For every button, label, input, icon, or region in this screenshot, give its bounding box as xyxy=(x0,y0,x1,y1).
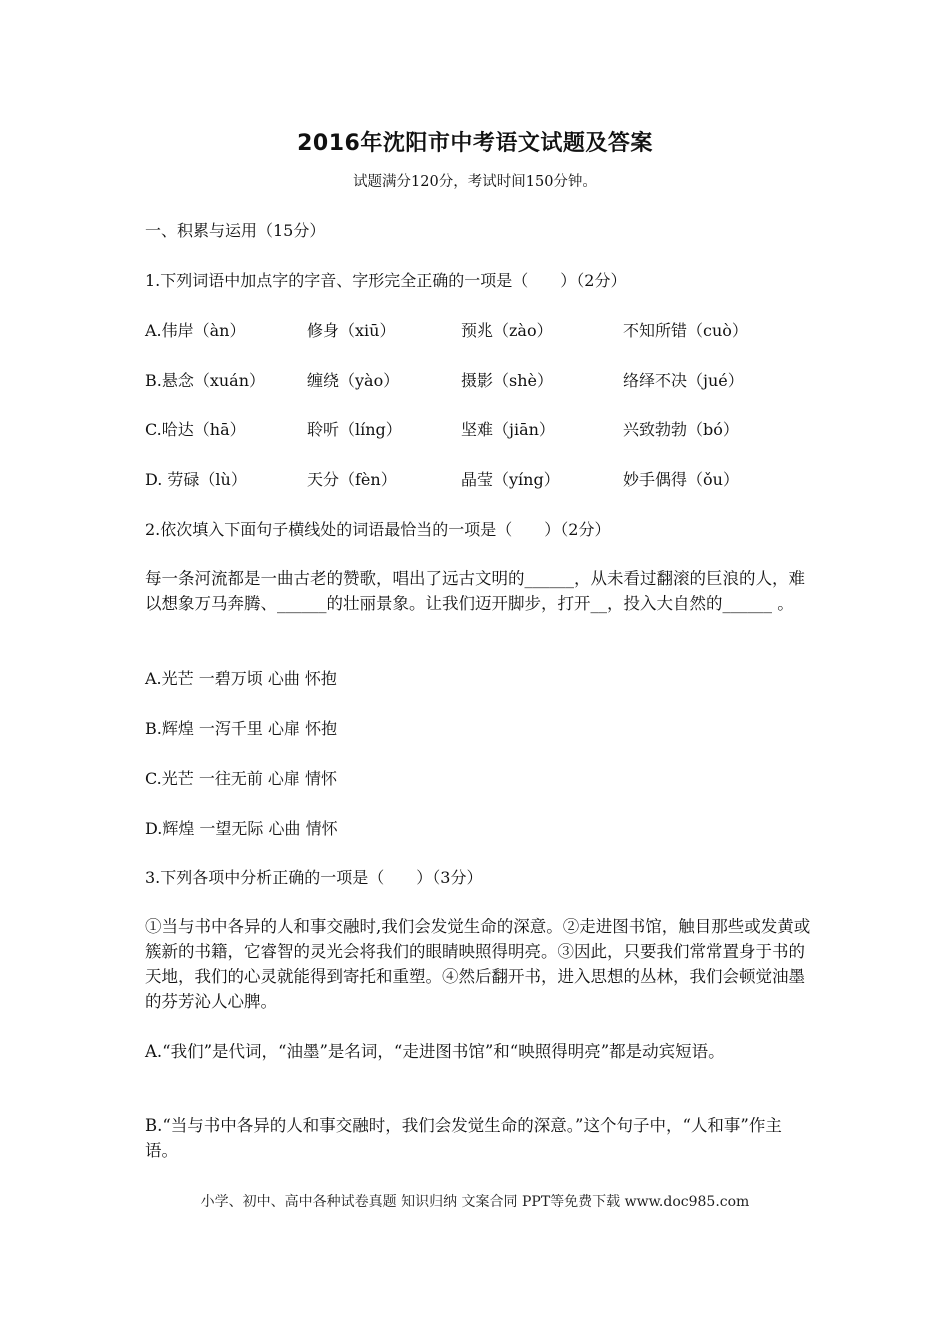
question-3-passage: ①当与书中各异的人和事交融时,我们会发觉生命的深意。②走进图书馆，触目那些或发黄或簇新的书籍，它睿智的灵光会将我们的眼睛映照得明亮。③因此，只要我们常常置身于书的天地，我们的心灵就能得到寄托和重塑。④然后翻开书，进入思想的丛林，我们会顿觉油墨的芬芳沁人心脾。 xyxy=(145,917,811,1011)
question-2-option-d: D.辉煌 一望无际 心曲 情怀 xyxy=(145,819,338,838)
question-1-option-a xyxy=(0,318,950,342)
question-1-stem: 1.下列词语中加点字的字音、字形完全正确的一项是（ ）（2分） xyxy=(145,271,627,290)
question-3-option-b: B.“当与书中各异的人和事交融时，我们会发觉生命的深意。”这个句子中，“人和事”作主语。 xyxy=(145,1116,782,1160)
option-word: 妙手偶得（ǒu） xyxy=(623,470,739,489)
question-2-option-b: B.辉煌 一泻千里 心扉 怀抱 xyxy=(145,719,338,738)
option-word: D. 劳碌（lù） xyxy=(145,470,247,489)
question-2-passage: 每一条河流都是一曲古老的赞歌，唱出了远古文明的______，从未看过翻滚的巨浪的人，难以想象万马奔腾、______的壮丽景象。让我们迈开脚步，打开__，投入大自然的______ 。 xyxy=(145,569,805,613)
question-2-option-c: C.光芒 一往无前 心扉 情怀 xyxy=(145,769,338,788)
page-title: 2016年沈阳市中考语文试题及答案 xyxy=(297,131,653,156)
option-word: 聆听（líng） xyxy=(307,420,402,439)
option-word: C.哈达（hā） xyxy=(145,420,246,439)
option-word: 摄影（shè） xyxy=(461,371,553,390)
option-word: 天分（fèn） xyxy=(307,470,397,489)
option-word: 不知所错（cuò） xyxy=(623,321,748,340)
question-1-option-b xyxy=(0,368,950,392)
option-word: 预兆（zào） xyxy=(461,321,553,340)
option-word: 修身（xiū） xyxy=(307,321,396,340)
exam-info: 试题满分120分，考试时间150分钟。 xyxy=(353,174,597,190)
page-footer: 小学、初中、高中各种试卷真题 知识归纳 文案合同 PPT等免费下载 www.doc985.com xyxy=(200,1194,750,1210)
option-word: 晶莹（yíng） xyxy=(461,470,560,489)
question-3-option-a: A.“我们”是代词，“油墨”是名词，“走进图书馆”和“映照得明亮”都是动宾短语。 xyxy=(145,1042,725,1061)
section-heading: 一、积累与运用（15分） xyxy=(145,221,326,240)
option-word: B.悬念（xuán） xyxy=(145,371,266,390)
question-3-stem: 3.下列各项中分析正确的一项是（ ）（3分） xyxy=(145,868,483,887)
question-1-option-c xyxy=(0,417,950,441)
question-2-option-a: A.光芒 一碧万顷 心曲 怀抱 xyxy=(145,669,337,688)
option-word: 兴致勃勃（bó） xyxy=(623,420,739,439)
option-word: 缠绕（yào） xyxy=(307,371,400,390)
question-2-stem: 2.依次填入下面句子横线处的词语最恰当的一项是（ ）（2分） xyxy=(145,520,611,539)
question-1-option-d xyxy=(0,467,950,491)
option-word: 坚难（jiān） xyxy=(461,420,555,439)
option-word: A.伟岸（àn） xyxy=(145,321,246,340)
option-word: 络绎不决（jué） xyxy=(623,371,744,390)
